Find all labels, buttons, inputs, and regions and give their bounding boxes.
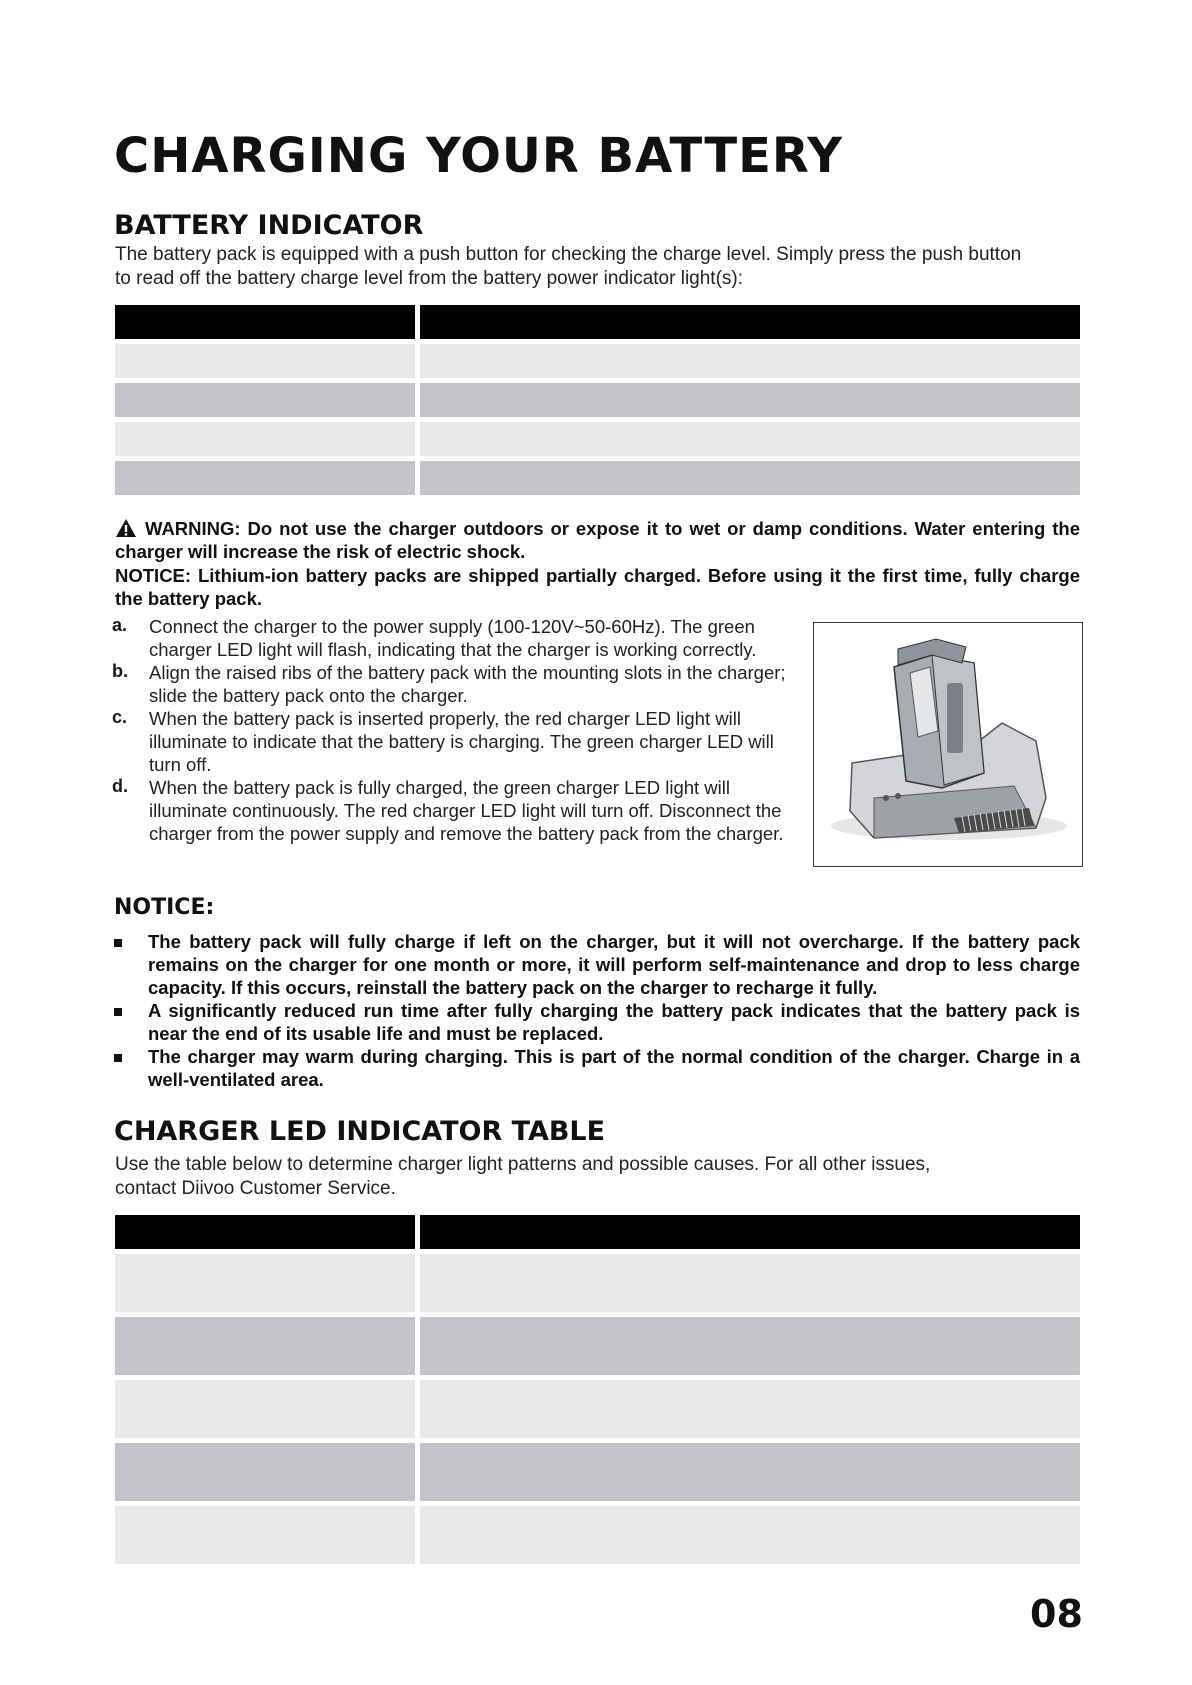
table-row	[115, 383, 1080, 417]
warning-text: Do not use the charger outdoors or expose it to wet or damp conditions. Water entering the charger will increase the risk of electric shock.	[115, 518, 1080, 562]
charger-illustration	[813, 622, 1083, 867]
page-title: CHARGING YOUR BATTERY	[114, 128, 844, 184]
warning-paragraph	[115, 517, 1080, 563]
battery-indicator-intro-line2: to read off the battery charge level from the battery power indicator light(s):	[115, 268, 744, 289]
notice-shipping-paragraph	[115, 564, 1080, 610]
notice-bullet-text: The battery pack will fully charge if left on the charger, but it will not overcharge. If the battery pack remains on the charger for one month or more, it will perform self-maintenance and drop to less charge capacity. If this occurs, reinstall the battery pack on the charger to recharge it fully.	[148, 931, 1080, 998]
table-header-row	[115, 305, 1080, 339]
warning-label: WARNING:	[145, 518, 241, 539]
table-row	[115, 1317, 1080, 1375]
table-row	[115, 1506, 1080, 1564]
step-letter: c.	[112, 707, 128, 727]
notice-heading: NOTICE:	[114, 895, 215, 920]
charger-led-intro-line1: Use the table below to determine charger light patterns and possible causes. For all other issues,	[115, 1154, 931, 1175]
page-number: 08	[1030, 1592, 1083, 1636]
table-row	[115, 344, 1080, 378]
notice-bullet-text: The charger may warm during charging. This is part of the normal condition of the charger. Charge in a well-ventilated area.	[148, 1046, 1080, 1090]
notice-shipping-text: Lithium-ion battery packs are shipped partially charged. Before using it the first time, fully charge the battery pack.	[115, 565, 1080, 609]
charger-led-intro-line2: contact Diivoo Customer Service.	[115, 1178, 396, 1199]
notice-bullet-text: A significantly reduced run time after fully charging the battery pack indicates that the battery pack is near the end of its usable life and must be replaced.	[148, 1000, 1080, 1044]
table-row	[115, 1443, 1080, 1501]
charger-led-heading: CHARGER LED INDICATOR TABLE	[114, 1116, 606, 1147]
table-header-row	[115, 1215, 1080, 1249]
step-text: Connect the charger to the power supply (100-120V~50-60Hz). The green charger LED light will flash, indicating that the charger is working correctly.	[149, 616, 757, 660]
step-letter: d.	[112, 776, 128, 796]
table-row	[115, 1254, 1080, 1312]
battery-indicator-intro-line1: The battery pack is equipped with a push button for checking the charge level. Simply press the push button	[115, 244, 1022, 265]
notice-shipping-label: NOTICE:	[115, 565, 192, 586]
table-row	[115, 422, 1080, 456]
bullet-square-icon	[114, 1054, 122, 1062]
charger-with-battery-image	[814, 623, 1081, 865]
table-row	[115, 1380, 1080, 1438]
bullet-square-icon	[114, 939, 122, 947]
step-letter: a.	[112, 615, 128, 635]
step-text: When the battery pack is fully charged, the green charger LED light will illuminate continuously. The red charger LED light will turn off. Disconnect the charger from the power supply and remove the battery pack from the charger.	[149, 777, 784, 844]
step-letter: b.	[112, 661, 128, 681]
step-text: When the battery pack is inserted properly, the red charger LED light will illuminate to indicate that the battery is charging. The green charger LED will turn off.	[149, 708, 774, 775]
table-row	[115, 461, 1080, 495]
step-text: Align the raised ribs of the battery pack with the mounting slots in the charger; slide the battery pack onto the charger.	[149, 662, 786, 706]
bullet-square-icon	[114, 1008, 122, 1016]
battery-indicator-heading: BATTERY INDICATOR	[114, 210, 424, 241]
